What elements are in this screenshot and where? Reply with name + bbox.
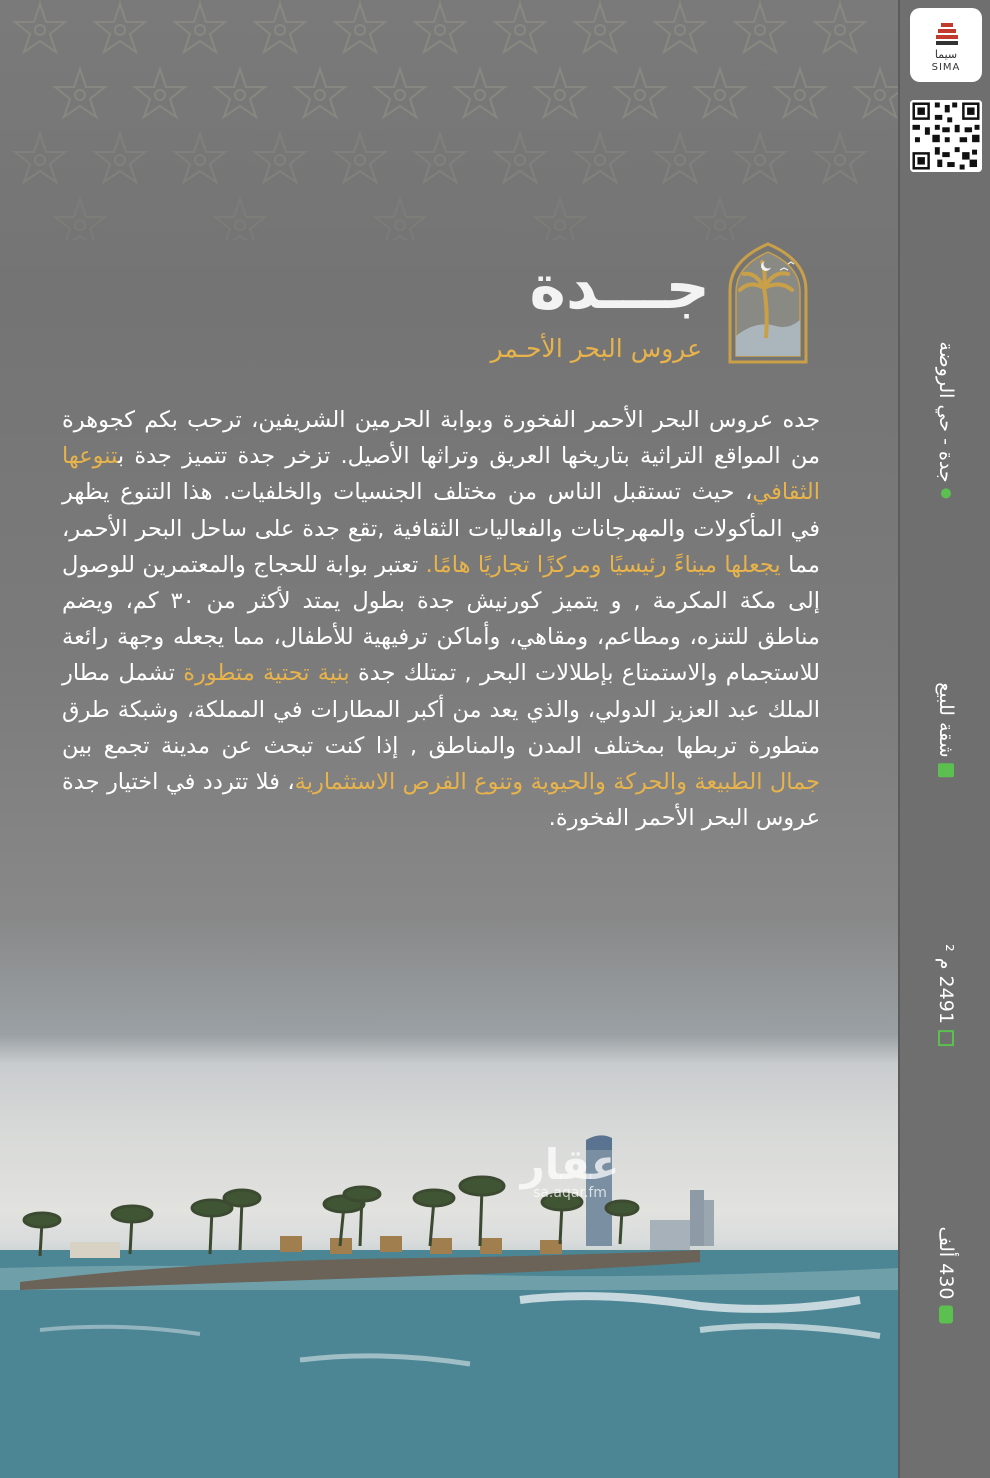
listing-type [935, 682, 957, 777]
area-text: 2491 م ² [935, 944, 957, 1024]
area-icon [938, 1030, 954, 1046]
paragraph-segment: تعتبر بوابة للحجاج والمعتمرين للوصول إلى مكة المكرمة , و يتميز كورنيش جدة بطول يمتد لأكثر من ٣٠ كم، ويضم مناطق للتنزه، ومطاعم، ومقاهي، وأماكن ترفيهية للأطفال، مما يجعله وجهة رائعة للاستجمام والاستمتاع بإطلالات البحر , تمتلك جدة [62, 551, 821, 687]
sima-logo[interactable] [910, 8, 982, 82]
listing-location [935, 341, 957, 498]
watermark-url: sa.aqar.fm [533, 1185, 607, 1201]
listing-sidebar [898, 0, 990, 1478]
highlighted-phrase: جمال الطبيعة والحركة والحيوية وتنوع الفرص الاستثمارية [294, 769, 820, 796]
decorative-pattern [0, 0, 898, 240]
type-text: شقة للبيع [935, 682, 957, 758]
highlighted-phrase: يجعلها ميناءً رئيسيًا ومركزًا تجاريًا هامًا. [425, 551, 781, 578]
palm-arch-logo [726, 240, 810, 366]
description-paragraph [62, 402, 820, 836]
sima-mark-icon [936, 21, 958, 45]
paragraph-segment: جده عروس البحر الأحمر الفخورة وبوابة الحرمين الشريفين، ترحب بكم كجوهرة من المواقع التراثية بتاريخها العريق وتراثها الأصيل. تزخر جدة تتميز جدة ب [62, 407, 820, 470]
paragraph-segment: تشمل مطار الملك عبد العزيز الدولي، والذي يعد من أكبر المطارات في المملكة، وشبكة طرق متطورة تربطها بمختلف المدن والمناطق , إذا كنت تبحث عن مدينة تجمع بين [62, 660, 820, 759]
city-subtitle: عروس البحر الأحـمر [490, 334, 702, 363]
sima-english: SIMA [931, 62, 961, 73]
aqar-watermark [500, 1140, 640, 1201]
location-dot-icon [941, 489, 951, 499]
sima-arabic: سيما [934, 48, 958, 61]
paragraph-segment: ، حيث تستقبل الناس من مختلف الجنسيات والخلفيات. هذا التنوع يظهر في المأكولات والمهرجانات والفعاليات الثقافية ,تقع جدة على ساحل البحر الأحمر، مما [62, 479, 820, 578]
building-icon [938, 764, 954, 778]
city-title: جـــدة [529, 250, 710, 323]
money-icon [939, 1306, 953, 1324]
listing-price [935, 1226, 957, 1323]
highlighted-phrase: تنوعها الثقافي [62, 443, 820, 506]
listing-area [935, 944, 957, 1046]
qr-code[interactable] [910, 100, 982, 172]
location-text: جدة - حي الروضة [935, 341, 957, 483]
paragraph-segment: ، فلا تتردد في اختيار جدة عروس البحر الأحمر الفخورة. [62, 769, 820, 832]
highlighted-phrase: بنية تحتية متطورة [183, 660, 350, 687]
price-text: 430 ألف [935, 1226, 957, 1300]
watermark-logo: عقار [520, 1140, 620, 1189]
jeddah-coast-photo [0, 1000, 898, 1478]
